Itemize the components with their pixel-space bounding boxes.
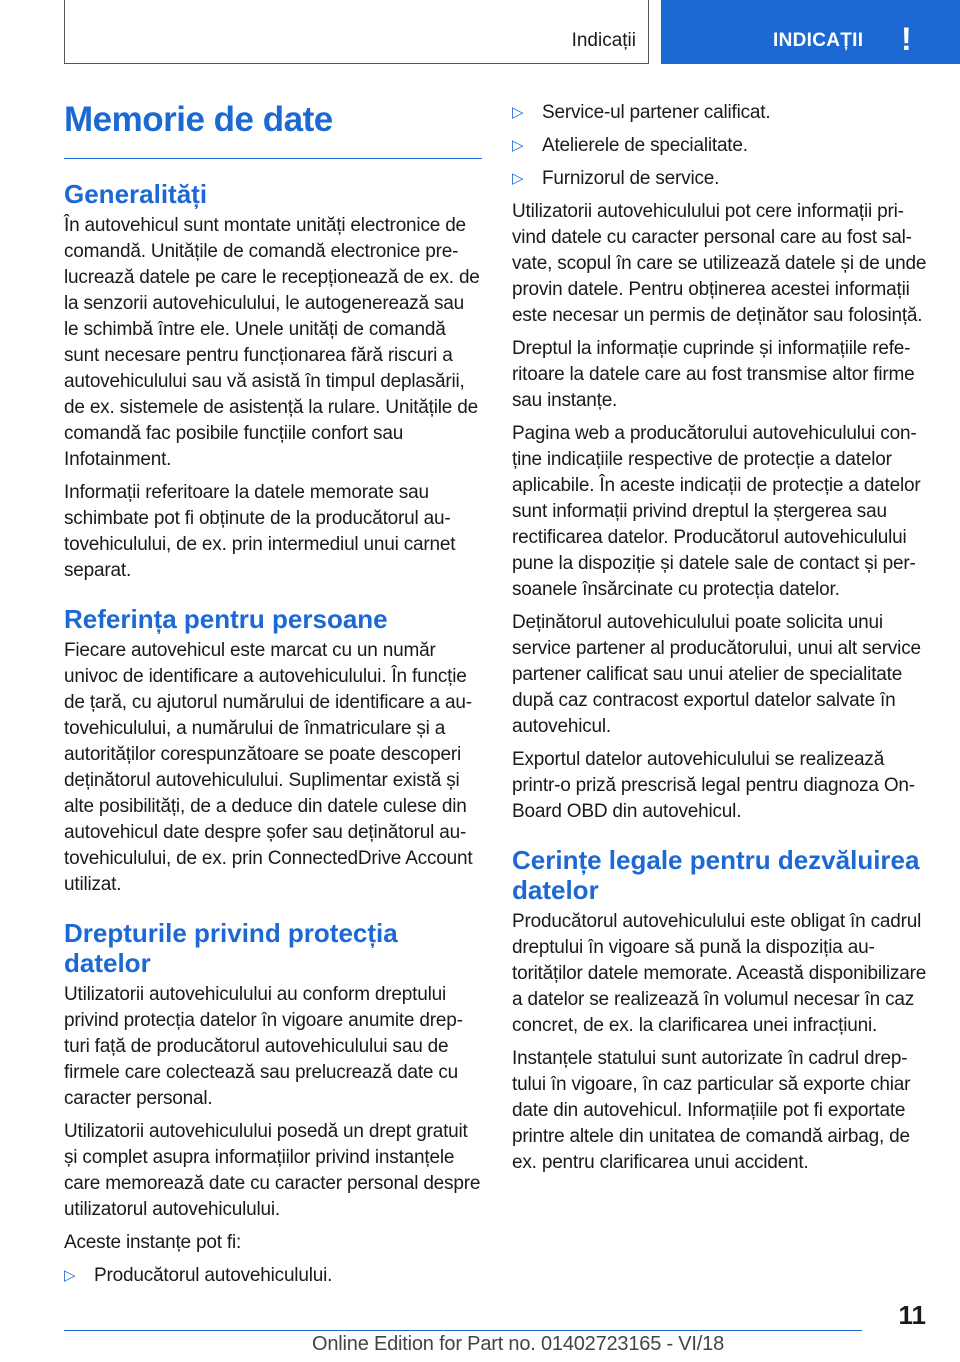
- triangle-bullet-icon: ▷: [512, 170, 524, 187]
- header-chapter-tab: [661, 0, 960, 64]
- heading-cerinte: Cerințe legale pentru dezvăluirea datelor: [512, 845, 920, 905]
- footer-edition: Online Edition for Part no. 01402723165 - VI/18: [312, 1333, 724, 1355]
- paragraph: În autovehicul sunt montate unități electronice de comandă. Unitățile de comandă electronice prelucrează datele pe care le recepționează de ex. de la senzorii autovehiculului, le autogenerează sau le schimbă între ele. Unele unități de comandă sunt necesare pentru funcționarea fără riscuri a autovehiculului sau vă asistă în timpul deplasării, de ex. sistemele de asistență la rulare. Unitățile de comandă fac posibile funcțiile confort sau Infotainment.: [64, 215, 480, 470]
- page-number: 11: [898, 1300, 926, 1330]
- header-section-label: Indicații: [571, 30, 636, 51]
- list-item: [64, 1263, 482, 1289]
- bullet-list: [64, 1263, 482, 1289]
- triangle-bullet-icon: ▷: [64, 1267, 76, 1284]
- paragraph: Pagina web a producătorului autovehiculului conține indicațiile respective de protecție a datelor aplicabile. În aceste indicații de protecție a datelor sunt informații privind dreptul la ștergerea sau rectificarea datelor. Producătorul autovehiculului pune la dispoziție și datele sale de contact și persoanele însărcinate cu protecția datelor.: [512, 423, 921, 600]
- heading-referinta: Referința pentru persoane: [64, 604, 388, 634]
- paragraph: Aceste instanțe pot fi:: [64, 1232, 242, 1253]
- paragraph: Producătorul autovehiculului este obligat în cadrul dreptului în vigoare să pună la dispoziția autorităților datele memorate. Această disponibilizare a datelor se realizează în volumul necesar în caz concret, de ex. la clarificarea unei infracțiuni.: [512, 911, 927, 1036]
- list-item-text: Furnizorul de service.: [542, 168, 720, 189]
- left-column: [64, 96, 482, 1296]
- paragraph: Instanțele statului sunt autorizate în cadrul dreptului în vigoare, în caz particular să exporte chiar date din autovehicul. Informațiile pot fi exportate printre altele din unitatea de comandă airbag, de ex. pentru clarificarea unui accident.: [512, 1048, 911, 1173]
- list-item: [512, 133, 928, 159]
- triangle-bullet-icon: ▷: [512, 137, 524, 154]
- bullet-list: [512, 100, 928, 192]
- list-item-text: Service-ul partener calificat.: [542, 102, 771, 123]
- paragraph: Fiecare autovehicul este marcat cu un număr univoc de identificare a autovehiculului. În funcție de țară, cu ajutorul numărului de identificare a autovehiculului, a numărului de înmatriculare și a autorităților corespunzătoare se poate descoperi deținătorul autovehiculului. Suplimentar există și alte posibilități, de a deduce din datele culese din autovehicul date despre șofer sau deținătorul autovehiculului, de ex. prin ConnectedDrive Account utilizat.: [64, 640, 473, 895]
- list-item: [512, 166, 928, 192]
- header-section-box: [64, 0, 649, 64]
- heading-drepturi: Drepturile privind protecția datelor: [64, 918, 398, 978]
- list-item-text: Atelierele de specialitate.: [542, 135, 748, 156]
- header-chapter-label: INDICAȚII: [773, 30, 864, 51]
- right-column: [512, 100, 928, 1183]
- list-item-text: Producătorul autovehiculului.: [94, 1265, 333, 1286]
- triangle-bullet-icon: ▷: [512, 104, 524, 121]
- footer-divider: [64, 1330, 862, 1331]
- paragraph: Utilizatorii autovehiculului posedă un drept gratuit și complet asupra informațiilor privind instanțele care memorează date cu caracter personal despre utilizatorul autovehiculului.: [64, 1121, 481, 1220]
- heading-generalitati: Generalități: [64, 179, 208, 209]
- page-title: Memorie de date: [64, 96, 482, 159]
- paragraph: Dreptul la informație cuprinde și informațiile referitoare la datele care au fost transmise altor firme sau instanțe.: [512, 338, 915, 411]
- paragraph: Exportul datelor autovehiculului se realizează printr-o priză prescrisă legal pentru diagnoza On-Board OBD din autovehicul.: [512, 749, 915, 822]
- paragraph: Deținătorul autovehiculului poate solicita unui service partener al producătorului, unui alt service partener calificat sau unui atelier de specialitate după caz contracost exportul datelor salvate în autovehicul.: [512, 612, 921, 737]
- list-item: [512, 100, 928, 126]
- exclamation-icon: !: [901, 21, 912, 57]
- paragraph: Utilizatorii autovehiculului au conform dreptului privind protecția datelor în vigoare anumite drepturi față de producătorul autovehiculului sau de firmele care colectează sau prelucrează date cu caracter personal.: [64, 984, 463, 1109]
- paragraph: Utilizatorii autovehiculului pot cere informații privind datele cu caracter personal care au fost salvate, scopul în care se utilizează datele și de unde provin datele. Pentru obținerea acestei informații este necesar un permis de deținător sau folosință.: [512, 201, 927, 326]
- paragraph: Informații referitoare la datele memorate sau schimbate pot fi obținute de la producătorul autovehiculului, de ex. prin intermediul unui carnet separat.: [64, 482, 456, 581]
